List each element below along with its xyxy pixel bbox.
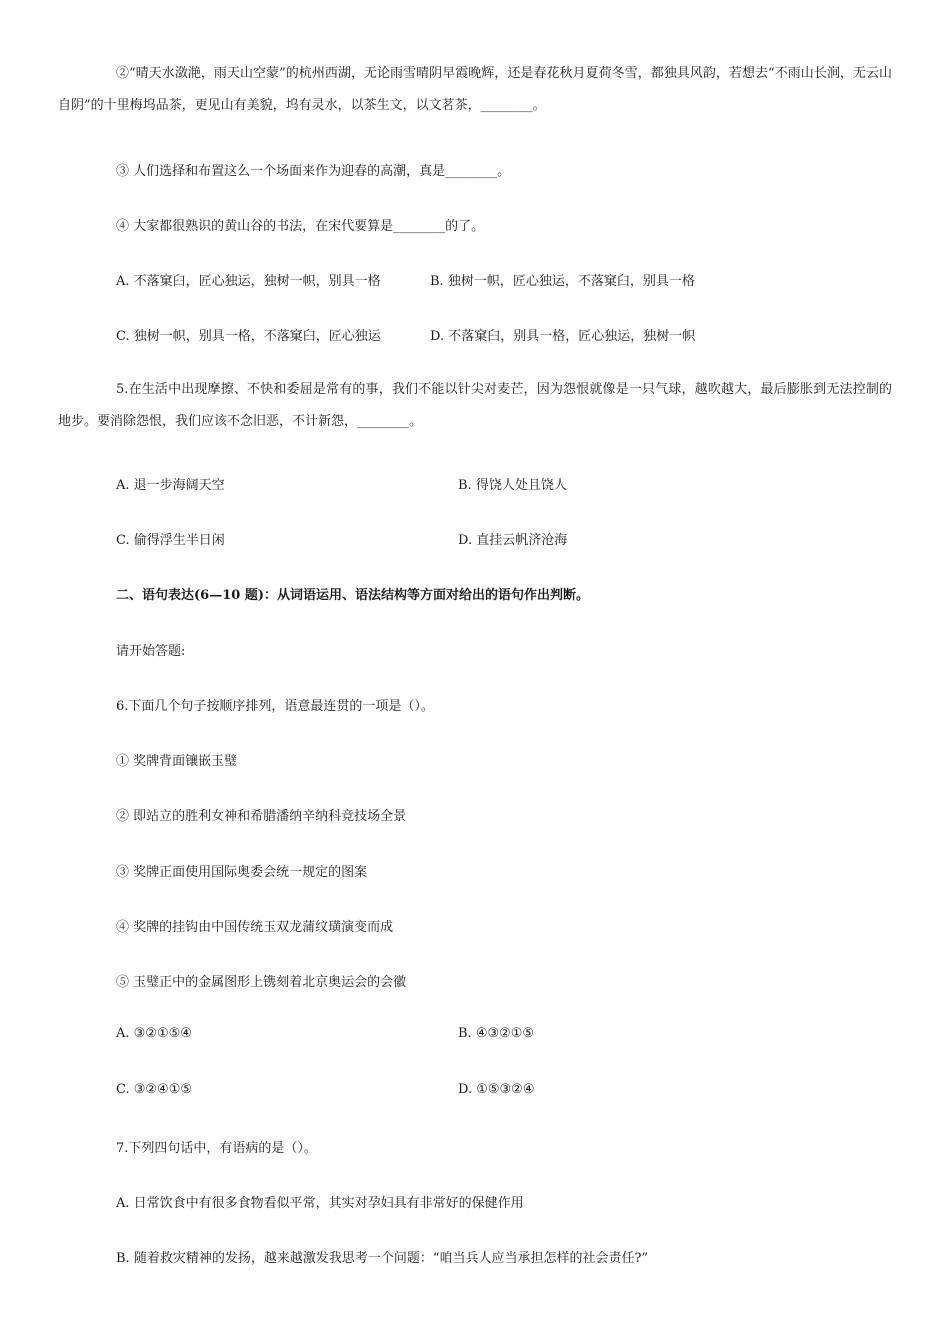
q5-option-d[interactable]: D. 直挂云帆济沧海 <box>458 533 568 548</box>
q6-sentence-4: ④ 奖牌的挂钩由中国传统玉双龙蒲纹璜演变而成 <box>116 920 394 935</box>
q6-sentence-2: ② 即站立的胜利女神和希腊潘纳辛纳科竞技场全景 <box>116 809 407 824</box>
q6-sentence-5: ⑤ 玉璧正中的金属图形上镌刻着北京奥运会的会徽 <box>116 975 407 990</box>
q7-stem: 7.下列四句话中，有语病的是（）。 <box>116 1141 317 1156</box>
start-prompt: 请开始答题: <box>116 644 186 659</box>
q5-stem: 5.在生活中出现摩擦、不快和委屈是常有的事，我们不能以针尖对麦芒，因为怨恨就像是一只气球，越吹越大，最后膨胀到无法控制的地步。要消除怨恨，我们应该不念旧恶，不计新怨，________。 <box>58 382 892 429</box>
q4-option-d[interactable]: D. 不落窠臼，别具一格，匠心独运，独树一帜 <box>430 329 696 344</box>
q5-option-b[interactable]: B. 得饶人处且饶人 <box>458 478 567 493</box>
q7-option-a[interactable]: A. 日常饮食中有很多食物看似平常，其实对孕妇具有非常好的保健作用 <box>116 1196 524 1211</box>
q6-option-b[interactable]: B. ④③②①⑤ <box>458 1026 535 1041</box>
section-2-heading: 二、语句表达(6—10 题)：从词语运用、语法结构等方面对给出的语句作出判断。 <box>116 588 589 603</box>
q4-sentence-2: ②“晴天水潋滟，雨天山空蒙”的杭州西湖，无论雨雪晴阴早霞晚辉，还是春花秋月夏荷冬雪，都独具风韵，若想去“不雨山长涧，无云山自阴”的十里梅坞品茶，更见山有美貌，坞有灵水，以茶生文，以文茗茶，________。 <box>58 66 892 113</box>
q6-sentence-3: ③ 奖牌正面使用国际奥委会统一规定的图案 <box>116 865 368 880</box>
q4-sentence-3: ③ 人们选择和布置这么一个场面来作为迎春的高潮，真是________。 <box>116 164 511 179</box>
q6-option-d[interactable]: D. ①⑤③②④ <box>458 1082 535 1097</box>
q6-stem: 6.下面几个句子按顺序排列，语意最连贯的一项是（）。 <box>116 699 434 714</box>
q4-option-b[interactable]: B. 独树一帜，匠心独运，不落窠臼，别具一格 <box>430 274 695 289</box>
q6-option-c[interactable]: C. ③②④①⑤ <box>116 1082 193 1097</box>
q4-sentence-4: ④ 大家都很熟识的黄山谷的书法，在宋代要算是________的了。 <box>116 219 485 234</box>
q5-option-c[interactable]: C. 偷得浮生半日闲 <box>116 533 225 548</box>
q6-option-a[interactable]: A. ③②①⑤④ <box>116 1026 192 1041</box>
q7-option-b[interactable]: B. 随着救灾精神的发扬，越来越激发我思考一个问题：“咱当兵人应当承担怎样的社会责任?” <box>116 1251 649 1266</box>
q5-option-a[interactable]: A. 退一步海阔天空 <box>116 478 225 493</box>
q4-option-c[interactable]: C. 独树一帜，别具一格，不落窠臼，匠心独运 <box>116 329 381 344</box>
q4-option-a[interactable]: A. 不落窠臼，匠心独运，独树一帜，别具一格 <box>116 274 381 289</box>
q6-sentence-1: ① 奖牌背面镶嵌玉璧 <box>116 754 238 769</box>
